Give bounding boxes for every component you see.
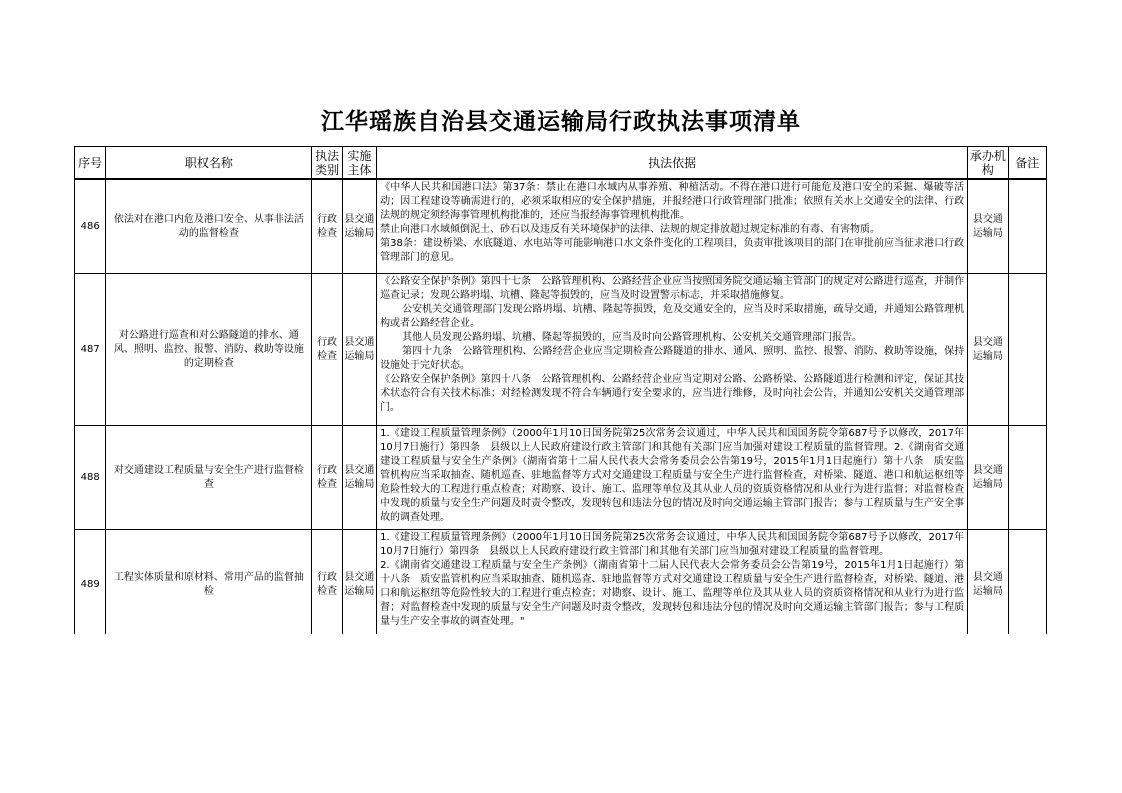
row-name: 工程实体质量和原材料、常用产品的监督抽检: [106, 530, 312, 640]
basis-paragraph: 《公路安全保护条例》第四十七条 公路管理机构、公路经营企业应当按照国务院交通运输主管部门的规定对公路进行巡查，并制作巡查记录；发现公路坍塌、坑槽、隆起等损毁的，应当及时设置警示标志，并采取措施修复。: [380, 276, 965, 301]
row-subject: 县交通运输局: [342, 179, 376, 274]
row-name: 对公路进行巡查和对公路隧道的排水、通风、照明、监控、报警、消防、救助等设施的定期检查: [106, 274, 312, 426]
page-bottom-margin: [0, 634, 1122, 793]
header-name: 职权名称: [106, 147, 312, 180]
row-subject: 县交通运输局: [342, 530, 376, 640]
row-name: 对交通建设工程质量与安全生产进行监督检查: [106, 426, 312, 530]
basis-paragraph: 禁止向港口水域倾倒泥土、砂石以及违反有关环境保护的法律、法规的规定排放超过规定标准的有毒、有害物质。: [380, 224, 881, 235]
header-type: 执法类别: [312, 147, 342, 180]
table-row: [75, 426, 1047, 530]
header-basis: 执法依据: [377, 147, 968, 180]
basis-paragraph: 《公路安全保护条例》第四十八条 公路管理机构、公路经营企业应当定期对公路、公路桥梁、公路隧道进行检测和评定，保证其技术状态符合有关技术标准；对经检测发现不符合车辆通行安全要求的，应当进行维修，及时向社会公告，并通知公安机关交通管理部门。: [380, 374, 965, 413]
row-note: [1008, 530, 1046, 640]
row-note: [1008, 179, 1046, 274]
row-subject: 县交通运输局: [342, 426, 376, 530]
basis-paragraph: 公安机关交通管理部门发现公路坍塌、坑槽、隆起等损毁，危及交通安全的，应当及时采取措施，疏导交通，并通知公路管理机构或者公路经营企业。: [380, 304, 965, 329]
row-basis: [377, 274, 968, 426]
header-org: 承办机构: [968, 147, 1008, 180]
basis-paragraph: 1.《建设工程质量管理条例》（2000年1月10日国务院第25次常务会议通过，中华人民共和国国务院令第687号予以修改，2017年10月7日施行）第四条 县级以上人民政府建设行政主管部门和其他有关部门应当加强对建设工程质量的监督管理。2.《湖南省交通建设工程质量与安全生产条例》（湖南省第十二届人民代表大会常务委员会公告第19号，2015年1月1日起施行）第十八条 质安监管机构应当采取抽查、随机巡查、驻地监督等方式对交通建设工程质量与安全生产进行监督检查，对桥梁、隧道、港口和航运枢纽等危险性较大的工程进行重点检查；对勘察、设计、施工、监理等单位及其从业人员的资质资格情况和从业行为进行监督；对监督检查中发现的质量与安全生产问题及时责令整改，发现转包和违法分包的情况及时向交通运输主管部门报告；参与工程质量与生产安全事故的调查处理。: [380, 428, 965, 523]
row-no: 486: [75, 179, 106, 274]
row-basis: [377, 179, 968, 274]
row-note: [1008, 274, 1046, 426]
row-basis: [377, 530, 968, 640]
header-subject: 实施主体: [342, 147, 376, 180]
basis-paragraph: 2.《湖南省交通建设工程质量与安全生产条例》（湖南省第十二届人民代表大会常务委员会公告第19号，2015年1月1日起施行）第十八条 质安监管机构应当采取抽查、随机巡查、驻地监督等方式对交通建设工程质量与安全生产进行监督检查，对桥梁、隧道、港口和航运枢纽等危险性较大的工程进行重点检查；对勘察、设计、施工、监理等单位及其从业人员的资质资格情况和从业行为进行监督；对监督检查中发现的质量与安全生产问题及时责令整改，发现转包和违法分包的情况及时向交通运输主管部门报告；参与工程质量与生产安全事故的调查处理。": [380, 560, 965, 627]
row-no: 488: [75, 426, 106, 530]
table-row: [75, 274, 1047, 426]
row-note: [1008, 426, 1046, 530]
table-row: [75, 179, 1047, 274]
row-type: 行政检查: [312, 274, 342, 426]
row-no: 487: [75, 274, 106, 426]
header-no: 序号: [75, 147, 106, 180]
basis-paragraph: 第38条：建设桥梁、水底隧道、水电站等可能影响港口水文条件变化的工程项目，负责审批该项目的部门在审批前应当征求港口行政管理部门的意见。: [380, 238, 965, 263]
row-type: 行政检查: [312, 530, 342, 640]
row-subject: 县交通运输局: [342, 274, 376, 426]
row-type: 行政检查: [312, 426, 342, 530]
basis-paragraph: 第四十九条 公路管理机构、公路经营企业应当定期检查公路隧道的排水、通风、照明、监控、报警、消防、救助等设施，保持设施处于完好状态。: [380, 346, 965, 371]
row-org: 县交通运输局: [968, 426, 1008, 530]
basis-paragraph: 其他人员发现公路坍塌、坑槽、隆起等损毁的，应当及时向公路管理机构、公安机关交通管理部门报告。: [402, 332, 863, 343]
row-org: 县交通运输局: [968, 274, 1008, 426]
row-type: 行政检查: [312, 179, 342, 274]
row-org: 县交通运输局: [968, 179, 1008, 274]
row-basis: [377, 426, 968, 530]
table-row: [75, 530, 1047, 640]
row-org: 县交通运输局: [968, 530, 1008, 640]
page-title: 江华瑶族自治县交通运输局行政执法事项清单: [321, 108, 801, 135]
enforcement-table: [74, 146, 1047, 640]
header-row: [75, 147, 1047, 180]
basis-paragraph: 《中华人民共和国港口法》第37条：禁止在港口水域内从事养殖、种植活动。不得在港口进行可能危及港口安全的采掘、爆破等活动；因工程建设等确需进行的，必须采取相应的安全保护措施，并报经港口行政管理部门批准；依照有关水上交通安全的法律、行政法规的规定须经海事管理机构批准的，还应当报经海事管理机构批准。: [380, 182, 965, 221]
row-no: 489: [75, 530, 106, 640]
header-note: 备注: [1008, 147, 1046, 180]
basis-paragraph: 1.《建设工程质量管理条例》（2000年1月10日国务院第25次常务会议通过，中华人民共和国国务院令第687号予以修改，2017年10月7日施行）第四条 县级以上人民政府建设行政主管部门和其他有关部门应当加强对建设工程质量的监督管理。: [380, 532, 965, 557]
row-name: 依法对在港口内危及港口安全、从事非法活动的监督检查: [106, 179, 312, 274]
